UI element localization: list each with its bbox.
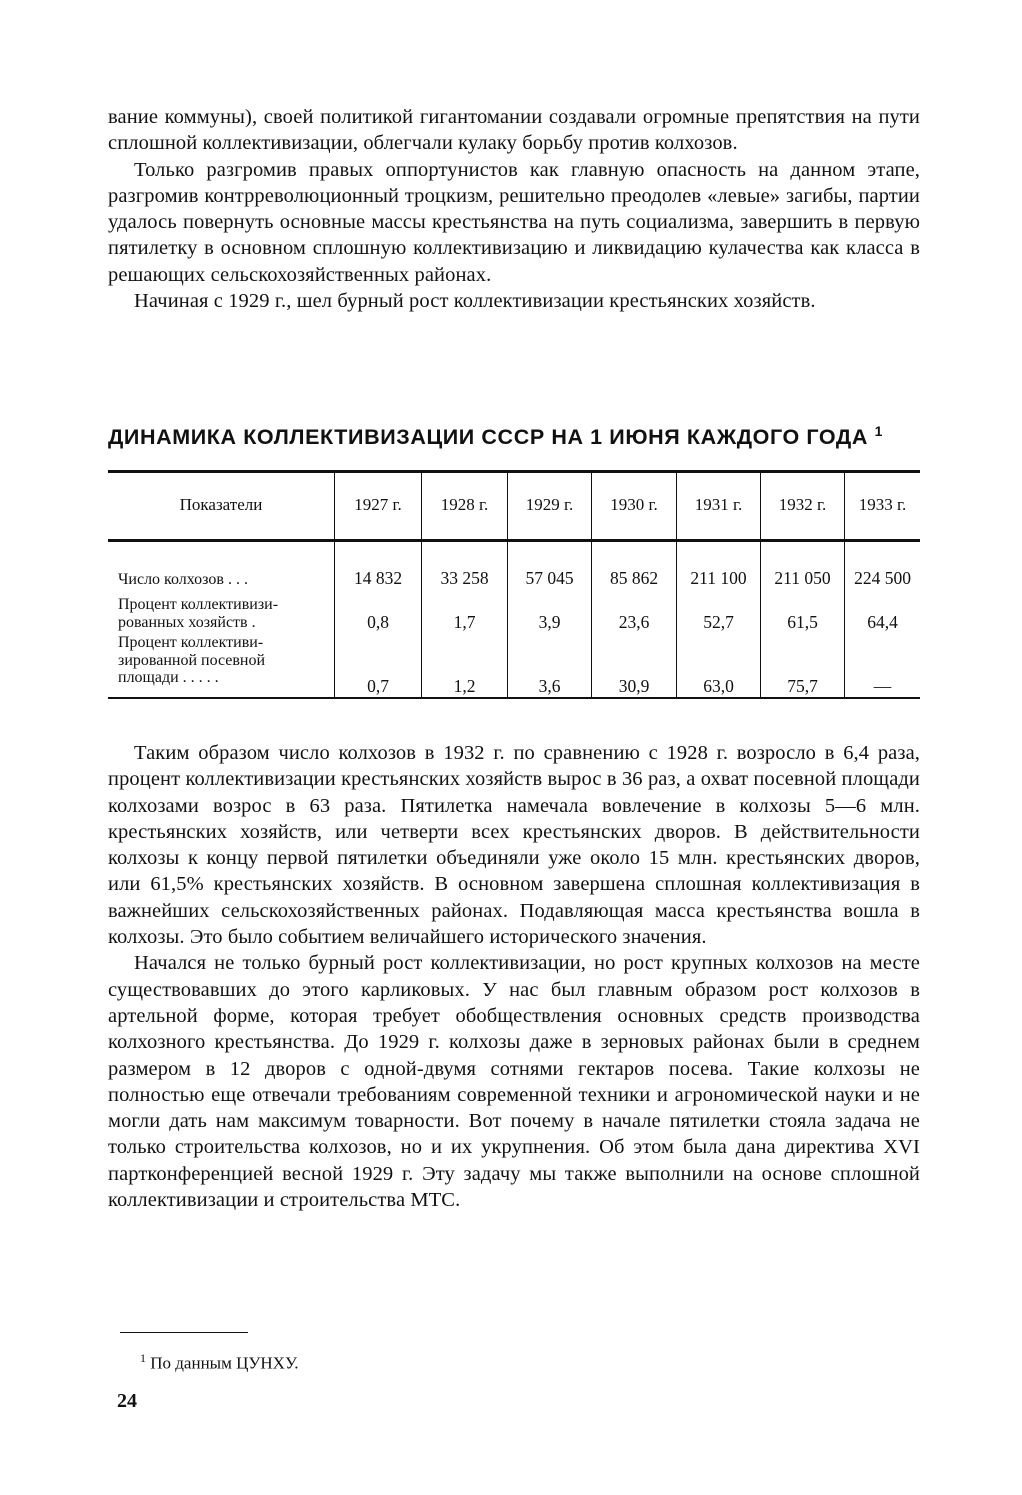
text-block-top bbox=[108, 104, 920, 314]
paragraph: Только разгромив правых оппортунистов как главную опасность на данном этапе, разгромив контрреволюционный троцкизм, решительно преодолев «левые» загибы, партии удалось повернуть основные массы крестьянства на путь социализма, завершить в первую пятилетку в основном сплошную коллективизацию и ликвидацию кулачества как класса в решающих сельскохозяйственных районах. bbox=[108, 158, 920, 286]
table-title bbox=[108, 423, 920, 450]
paragraph: Начиная с 1929 г., шел бурный рост коллективизации крестьянских хозяйств. bbox=[134, 290, 816, 313]
table-header-year: 1932 г. bbox=[778, 495, 827, 514]
table-cell: 61,5 bbox=[787, 612, 818, 632]
footnote-text: По данным ЦУНХУ. bbox=[150, 1353, 299, 1373]
row-label-line: площади . . . . . bbox=[118, 669, 219, 686]
table-cell: 0,8 bbox=[367, 612, 389, 632]
table-cell: 3,6 bbox=[538, 676, 561, 696]
table-cell: 33 258 bbox=[440, 568, 489, 588]
page-number: 24 bbox=[117, 1390, 137, 1412]
table-cell: 75,7 bbox=[787, 676, 818, 696]
table-cell: 64,4 bbox=[867, 612, 898, 632]
text-block-bottom bbox=[108, 740, 920, 1213]
row-label-line: Процент коллективизи- bbox=[118, 596, 279, 613]
paragraph: Таким образом число колхозов в 1932 г. по сравнению с 1928 г. возросло в 6,4 раза, процент коллективизации крестьянских хозяйств вырос в 36 раз, а охват посевной площади колхозами возрос в 63 раза. Пятилетка намечала вовлечение в колхозы 5—6 млн. крестьянских хозяйств, или четверти всех крестьянских дворов. В действительности колхозы к концу первой пятилетки объединяли уже около 15 млн. крестьянских дворов, или 61,5% крестьянских хозяйств. В основном завершена сплошная коллективизация в важнейших сельскохозяйственных районах. Подавляющая масса крестьянства вошла в колхозы. Это было событием величайшего исторического значения. bbox=[108, 742, 920, 949]
table-header-year: 1929 г. bbox=[525, 495, 574, 514]
table-header-year: 1928 г. bbox=[440, 495, 489, 514]
row-label-line: Процент коллективи- bbox=[118, 634, 264, 651]
table-header-year: 1930 г. bbox=[610, 495, 658, 514]
table-cell: 30,9 bbox=[618, 676, 650, 696]
table-header-year: 1927 г. bbox=[354, 495, 402, 514]
table-cell: 63,0 bbox=[703, 676, 734, 696]
table-cell: 23,6 bbox=[618, 612, 650, 632]
table-cell: 52,7 bbox=[703, 612, 734, 632]
table-cell: 0,7 bbox=[367, 676, 389, 696]
table-cell: 211 050 bbox=[774, 568, 831, 588]
table-header-label: Показатели bbox=[179, 495, 263, 514]
row-label-line: Число колхозов . . . bbox=[118, 571, 248, 588]
table-cell: 14 832 bbox=[353, 568, 403, 588]
table-title-footnote-mark: 1 bbox=[874, 423, 883, 439]
table-header-year: 1931 г. bbox=[694, 495, 743, 514]
paragraph: вание коммуны), своей политикой гигантомании создавали огромные препятствия на пути сплошной коллективизации, облегчали кулаку борьбу против колхозов. bbox=[108, 106, 920, 155]
table-header-year: 1933 г. bbox=[858, 495, 907, 514]
footnote-mark: 1 bbox=[140, 1351, 146, 1365]
table-cell: — bbox=[873, 676, 892, 696]
table-cell: 1,2 bbox=[453, 676, 476, 696]
row-label-line: зированной посевной bbox=[118, 651, 266, 669]
table-rule-top bbox=[108, 470, 920, 473]
footnote bbox=[140, 1351, 298, 1374]
table-cell: 224 500 bbox=[854, 568, 911, 588]
table-cell: 1,7 bbox=[453, 612, 476, 632]
row-label-line: рованных хозяйств . bbox=[118, 613, 256, 631]
table-cell: 211 100 bbox=[690, 568, 747, 588]
table-row-label bbox=[118, 571, 336, 589]
table-cell: 3,9 bbox=[538, 612, 561, 632]
table-rule-bottom bbox=[108, 697, 920, 699]
paragraph: Начался не только бурный рост коллективизации, но рост крупных колхозов на месте существовавших до этого карликовых. У нас был главным образом рост колхозов в артельной форме, которая требует обобществления основных средств производства колхозного крестьянства. До 1929 г. колхозы даже в зерновых районах были в среднем размером в 12 дворов с одной-двумя сотнями гектаров посева. Такие колхозы не полностью еще отвечали требованиям современной техники и агрономической науки и не могли дать нам максимум товарности. Вот почему в начале пятилетки стояла задача не только строительства колхозов, но и их укрупнения. Об этом была дана директива XVI партконференцией весной 1929 г. Эту задачу мы также выполнили на основе сплошной коллективизации и строительства МТС. bbox=[108, 952, 920, 1212]
table-rule-header bbox=[108, 539, 920, 542]
table-row-label bbox=[118, 634, 336, 687]
table-row-label bbox=[118, 596, 336, 631]
table-title-text: ДИНАМИКА КОЛЛЕКТИВИЗАЦИИ СССР НА 1 ИЮНЯ КАЖДОГО ГОДА bbox=[108, 425, 868, 450]
footnote-divider bbox=[120, 1332, 248, 1333]
table-cell: 57 045 bbox=[525, 568, 574, 588]
table-cell: 85 862 bbox=[609, 568, 659, 588]
